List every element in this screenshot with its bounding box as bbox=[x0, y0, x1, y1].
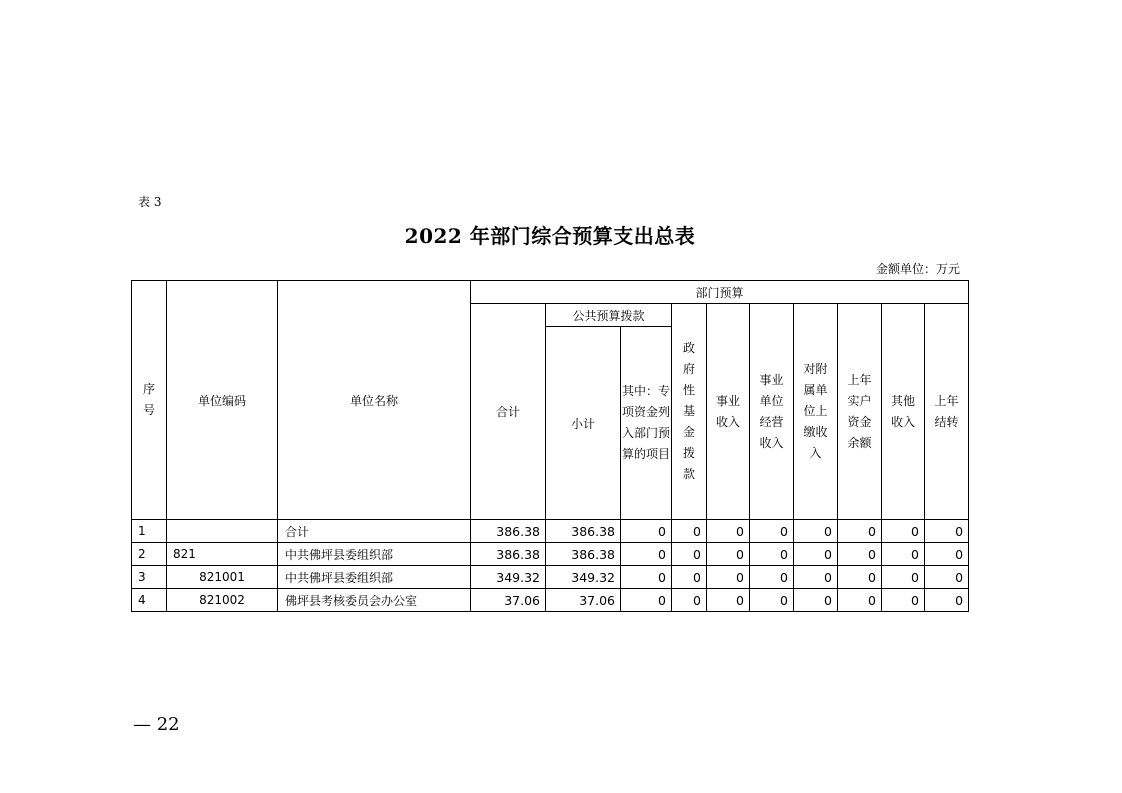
table-row bbox=[132, 589, 969, 612]
cell-prior: 0 bbox=[838, 589, 882, 612]
header-prior-balance bbox=[838, 304, 882, 520]
cell-business: 0 bbox=[707, 520, 750, 543]
page-number: — 22 bbox=[133, 714, 180, 735]
cell-special: 0 bbox=[621, 543, 672, 566]
cell-affiliate: 0 bbox=[794, 589, 838, 612]
budget-table bbox=[131, 280, 969, 612]
header-seq bbox=[132, 281, 167, 520]
header-gov-fund-label: 政府性基金拨款 bbox=[682, 341, 695, 481]
header-subtotal: 小计 bbox=[546, 327, 621, 520]
cell-business: 0 bbox=[707, 589, 750, 612]
header-affiliate-income bbox=[794, 304, 838, 520]
header-special-funds-label: 其中：专项资金列入部门预算的项目 bbox=[622, 384, 671, 461]
cell-operating: 0 bbox=[750, 566, 794, 589]
cell-other: 0 bbox=[882, 566, 925, 589]
cell-name: 中共佛坪县委组织部 bbox=[278, 566, 471, 589]
cell-gov-fund: 0 bbox=[672, 543, 707, 566]
header-row-1 bbox=[132, 281, 969, 304]
header-other-income-label: 其他收入 bbox=[890, 393, 915, 429]
cell-affiliate: 0 bbox=[794, 543, 838, 566]
cell-affiliate: 0 bbox=[794, 520, 838, 543]
cell-seq: 4 bbox=[132, 589, 167, 612]
cell-business: 0 bbox=[707, 566, 750, 589]
header-affiliate-income-label: 对附属单位上缴收入 bbox=[803, 362, 828, 460]
header-operating-income-label: 事业单位经营收入 bbox=[759, 372, 784, 450]
cell-prior: 0 bbox=[838, 520, 882, 543]
cell-carry: 0 bbox=[925, 589, 969, 612]
document-title: 2022 年部门综合预算支出总表 bbox=[404, 224, 696, 248]
cell-gov-fund: 0 bbox=[672, 520, 707, 543]
cell-other: 0 bbox=[882, 520, 925, 543]
cell-other: 0 bbox=[882, 589, 925, 612]
table-row bbox=[132, 543, 969, 566]
cell-operating: 0 bbox=[750, 543, 794, 566]
cell-prior: 0 bbox=[838, 543, 882, 566]
header-carryover-label: 上年结转 bbox=[934, 393, 959, 429]
cell-special: 0 bbox=[621, 589, 672, 612]
header-business-income-label: 事业收入 bbox=[715, 393, 740, 429]
cell-name: 佛坪县考核委员会办公室 bbox=[278, 589, 471, 612]
header-operating-income bbox=[750, 304, 794, 520]
cell-code: 821 bbox=[167, 543, 278, 566]
cell-special: 0 bbox=[621, 520, 672, 543]
cell-total: 349.32 bbox=[471, 566, 546, 589]
header-other-income bbox=[882, 304, 925, 520]
header-prior-balance-label: 上年实户资金余额 bbox=[847, 372, 872, 450]
cell-operating: 0 bbox=[750, 520, 794, 543]
table-row bbox=[132, 520, 969, 543]
cell-carry: 0 bbox=[925, 566, 969, 589]
cell-other: 0 bbox=[882, 543, 925, 566]
cell-gov-fund: 0 bbox=[672, 566, 707, 589]
cell-total: 386.38 bbox=[471, 520, 546, 543]
cell-subtotal: 386.38 bbox=[546, 520, 621, 543]
cell-affiliate: 0 bbox=[794, 566, 838, 589]
unit-note: 金额单位：万元 bbox=[875, 262, 960, 276]
header-gov-fund bbox=[672, 304, 707, 520]
cell-special: 0 bbox=[621, 566, 672, 589]
cell-code bbox=[167, 520, 278, 543]
cell-code: 821002 bbox=[167, 589, 278, 612]
cell-name: 合计 bbox=[278, 520, 471, 543]
cell-operating: 0 bbox=[750, 589, 794, 612]
cell-total: 37.06 bbox=[471, 589, 546, 612]
cell-subtotal: 386.38 bbox=[546, 543, 621, 566]
table-label: 表 3 bbox=[138, 195, 162, 209]
cell-seq: 2 bbox=[132, 543, 167, 566]
header-unit-code: 单位编码 bbox=[167, 281, 278, 520]
cell-subtotal: 349.32 bbox=[546, 566, 621, 589]
cell-prior: 0 bbox=[838, 566, 882, 589]
header-total: 合计 bbox=[471, 304, 546, 520]
header-seq-label: 序号 bbox=[142, 382, 155, 417]
cell-subtotal: 37.06 bbox=[546, 589, 621, 612]
cell-carry: 0 bbox=[925, 520, 969, 543]
cell-seq: 3 bbox=[132, 566, 167, 589]
cell-seq: 1 bbox=[132, 520, 167, 543]
header-dept-budget: 部门预算 bbox=[471, 281, 969, 304]
header-business-income bbox=[707, 304, 750, 520]
cell-total: 386.38 bbox=[471, 543, 546, 566]
cell-name: 中共佛坪县委组织部 bbox=[278, 543, 471, 566]
cell-gov-fund: 0 bbox=[672, 589, 707, 612]
cell-carry: 0 bbox=[925, 543, 969, 566]
header-special-funds bbox=[621, 327, 672, 520]
cell-code: 821001 bbox=[167, 566, 278, 589]
header-unit-name: 单位名称 bbox=[278, 281, 471, 520]
header-public-budget: 公共预算拨款 bbox=[546, 304, 672, 327]
table-row bbox=[132, 566, 969, 589]
cell-business: 0 bbox=[707, 543, 750, 566]
header-carryover bbox=[925, 304, 969, 520]
